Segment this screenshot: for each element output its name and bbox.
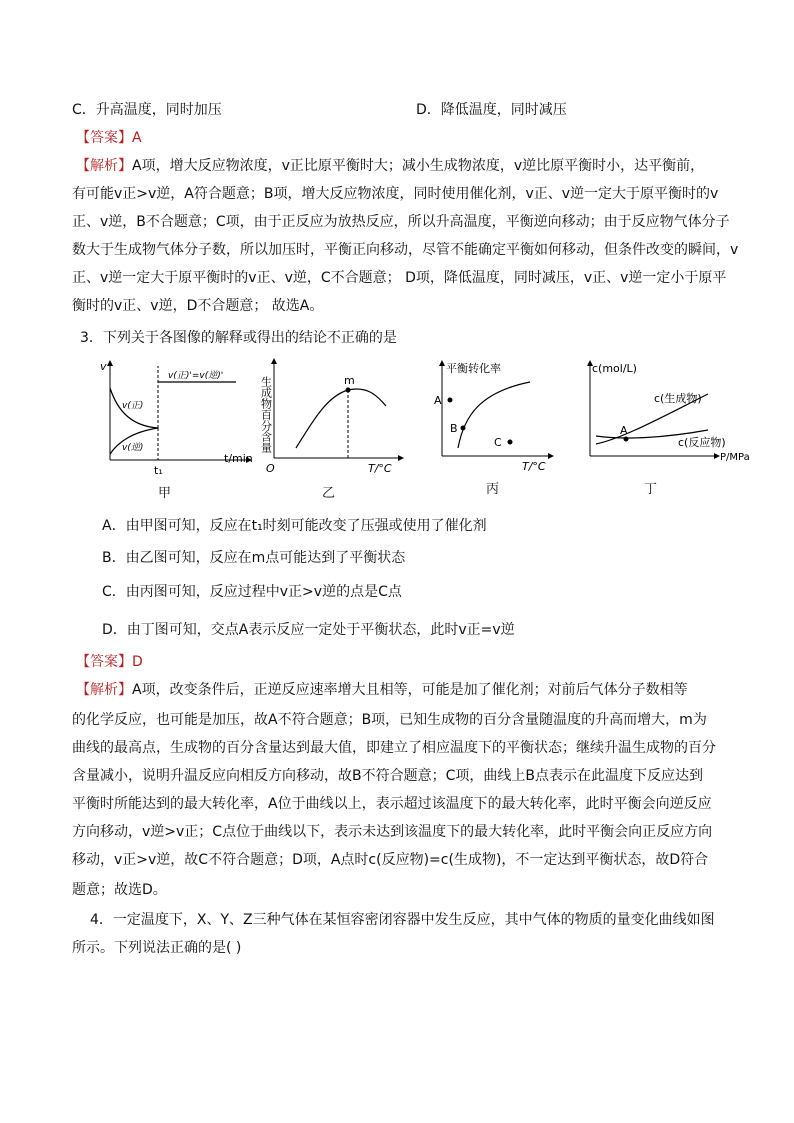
analysis-tag: 【解析】 [76, 158, 132, 174]
yi-point-label: m [344, 374, 355, 387]
bing-point-a [448, 398, 453, 403]
answer-tag: 【答案】 [76, 654, 132, 670]
q2-analysis-line-6: 衡时的v正、v逆，D不合题意； 故选A。 [72, 298, 324, 314]
answer-value: A [132, 130, 142, 146]
q3-answer [76, 652, 143, 672]
q3-option-a: A．由甲图可知，反应在t₁时刻可能改变了压强或使用了催化剂 [102, 518, 487, 534]
jia-caption: 甲 [158, 486, 172, 501]
figure-ding [584, 356, 760, 474]
yi-x-axis-label: T/°C [368, 462, 392, 474]
jia-label-forward: v(正) [122, 401, 144, 411]
jia-x-axis-label: t/min [224, 452, 253, 465]
jia-tick-t1: t₁ [154, 464, 163, 476]
bing-label-a: A [434, 394, 442, 407]
q2-analysis-line-2: 有可能v正>v逆，A符合题意；B项，增大反应物浓度，同时使用催化剂，v正、v逆一定大于原平衡时的v [72, 186, 719, 202]
q3-option-c: C．由丙图可知，反应过程中v正>v逆的点是C点 [102, 584, 402, 600]
jia-label-reverse: v(逆) [122, 443, 144, 453]
q2-option-c: C．升高温度，同时加压 [72, 102, 222, 118]
bing-point-c [508, 440, 513, 445]
q3-analysis-line-3: 曲线的最高点，生成物的百分含量达到最大值，即建立了相应温度下的平衡状态；继续升温生成物的百分 [72, 740, 716, 756]
figure-yi [256, 356, 406, 474]
bing-caption: 丙 [486, 482, 500, 497]
yi-caption: 乙 [322, 486, 336, 501]
jia-label-top: v(正)'=v(逆)' [168, 371, 224, 381]
bing-label-b: B [450, 422, 458, 435]
q3-analysis-line-8: 题意；故选D。 [72, 882, 167, 898]
q2-analysis-line-4: 数大于生成物气体分子数，所以加压时，平衡正向移动，尽管不能确定平衡如何移动，但条件改变的瞬间，v [72, 242, 739, 258]
q4-stem-line-1: 4．一定温度下，X、Y、Z三种气体在某恒容密闭容器中发生反应，其中气体的物质的量变化曲线如图 [90, 912, 715, 928]
q4-stem-line-2: 所示。下列说法正确的是( ) [72, 940, 242, 956]
ding-label-a: A [620, 424, 628, 437]
jia-y-axis-label: v [100, 360, 107, 373]
q3-analysis-line-2: 的化学反应，也可能是加压，故A不符合题意；B项，已知生成物的百分含量随温度的升高而增大，m为 [72, 712, 707, 728]
q2-analysis-line-5: 正、v逆一定大于原平衡时的v正、v逆，C不合题意； D项，降低温度，同时减压，v正、v逆一定小于原平 [72, 270, 727, 286]
answer-value: D [132, 654, 143, 670]
q3-analysis-line-6: 方向移动，v逆>v正；C点位于曲线以下，表示未达到该温度下的最大转化率，此时平衡会向正反应方向 [72, 824, 713, 840]
answer-tag: 【答案】 [76, 130, 132, 146]
ding-label-product: c(生成物) [654, 392, 702, 405]
analysis-tag: 【解析】 [76, 682, 132, 698]
q2-analysis-line-3: 正、v逆，B不合题意；C项，由于正反应为放热反应，所以升高温度，平衡逆向移动；由于反应物气体分子 [72, 214, 730, 230]
ding-y-axis-label: c(mol/L) [592, 362, 637, 375]
q3-stem: 3．下列关于各图像的解释或得出的结论不正确的是 [80, 330, 397, 346]
bing-label-c: C [494, 436, 502, 449]
ding-point-a [624, 437, 629, 442]
bing-x-axis-label: T/°C [522, 460, 546, 473]
ding-label-reactant: c(反应物) [678, 436, 726, 449]
ding-x-axis-label: P/MPa [720, 452, 750, 463]
bing-point-b [461, 426, 466, 431]
q3-option-d: D．由丁图可知，交点A表示反应一定处于平衡状态，此时v正=v逆 [102, 622, 515, 638]
ding-caption: 丁 [644, 482, 658, 497]
q3-analysis-line-7: 移动，v正>v逆，故C不符合题意；D项，A点时c(反应物)=c(生成物)，不一定达到平衡状态，故D符合 [72, 852, 709, 868]
q2-analysis-line-1: 【解析】A项，增大反应物浓度，v正比原平衡时大；减小生成物浓度，v逆比原平衡时小，达平衡前， [76, 158, 705, 174]
q2-option-d: D．降低温度，同时减压 [416, 102, 567, 118]
q3-option-b: B．由乙图可知，反应在m点可能达到了平衡状态 [102, 550, 406, 566]
figure-bing [430, 356, 560, 474]
q3-analysis-line-5: 平衡时所能达到的最大转化率，A位于曲线以上，表示超过该温度下的最大转化率，此时平衡会向逆反应 [72, 796, 712, 812]
q2-answer [76, 128, 142, 148]
yi-y-axis-label: 生成物百分含量 [259, 376, 273, 453]
q3-analysis-line-4: 含量减小，说明升温反应向相反方向移动，故B不符合题意；C项，曲线上B点表示在此温度下反应达到 [72, 768, 703, 784]
yi-point-m [346, 388, 351, 393]
figure-jia [96, 356, 256, 476]
bing-y-axis-label: 平衡转化率 [446, 362, 501, 375]
q3-analysis-line-1: 【解析】A项，改变条件后，正逆反应速率增大且相等，可能是加了催化剂；对前后气体分子数相等 [76, 682, 688, 698]
yi-origin: O [266, 462, 275, 474]
